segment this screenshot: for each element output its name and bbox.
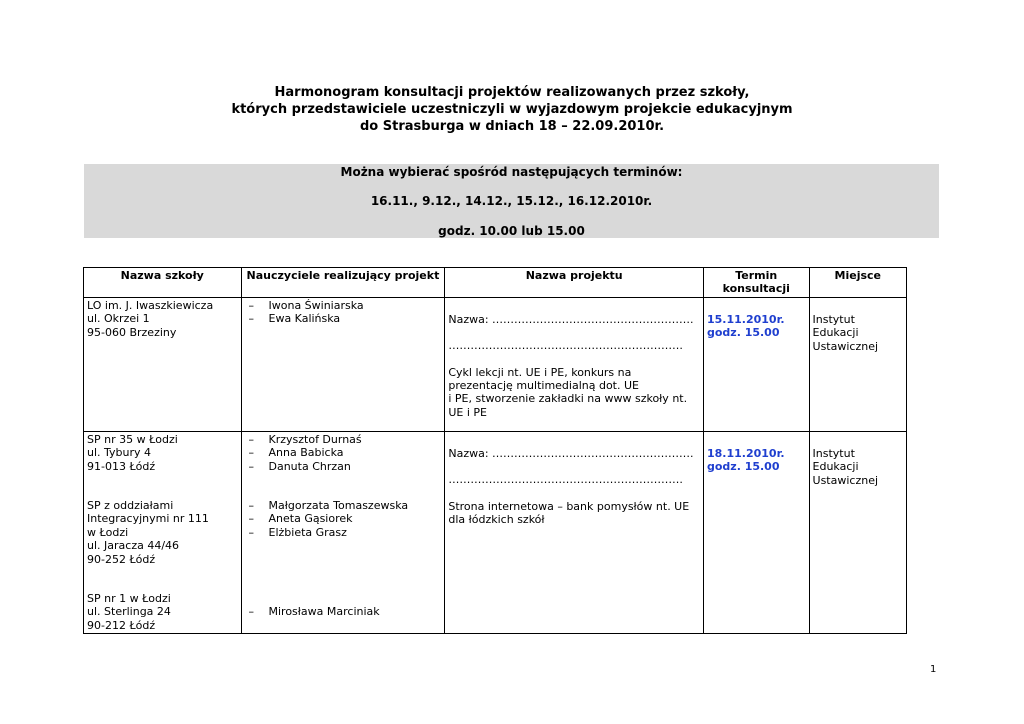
project-cell xyxy=(445,297,704,431)
header-project: Nazwa projektu xyxy=(445,268,704,298)
banner-intro: Można wybierać spośród następujących terminów: xyxy=(340,165,683,179)
school-cell xyxy=(84,431,242,633)
project-description: Strona internetowa – bank pomysłów nt. UE xyxy=(448,499,690,513)
table-row xyxy=(84,431,907,633)
teacher-item: – Danuta Chrzan xyxy=(245,460,442,473)
document-title xyxy=(0,84,1024,135)
school-cell xyxy=(84,297,242,431)
consultation-time: godz. 15.00 xyxy=(706,460,780,474)
project-name-field: Nazwa: ………………………………………………. xyxy=(448,446,694,460)
school-name: w Łodzi xyxy=(87,525,129,539)
project-cell xyxy=(445,431,704,633)
teachers-cell xyxy=(241,431,445,633)
school-city: 90-252 Łódź xyxy=(87,552,156,566)
consultation-date: 15.11.2010r. xyxy=(706,312,785,326)
teacher-item: – Krzysztof Durnaś xyxy=(245,433,442,446)
school-street: ul. Jaracza 44/46 xyxy=(87,539,180,553)
school-city: 95-060 Brzeziny xyxy=(87,325,177,339)
teacher-item: – Elżbieta Grasz xyxy=(245,526,442,539)
school-street: ul. Okrzei 1 xyxy=(87,312,150,326)
place-cell xyxy=(809,431,906,633)
consultation-time: godz. 15.00 xyxy=(706,326,780,340)
page-number: 1 xyxy=(930,664,937,675)
project-name-dots: ………………………………………………………. xyxy=(448,339,683,353)
banner-hours: godz. 10.00 lub 15.00 xyxy=(438,224,585,238)
header-teachers: Nauczyciele realizujący projekt xyxy=(241,268,445,298)
place-line: Edukacji xyxy=(812,460,859,474)
school-name: LO im. J. Iwaszkiewicza xyxy=(87,298,214,312)
project-description: UE i PE xyxy=(448,405,487,419)
header-school: Nazwa szkoły xyxy=(84,268,242,298)
table-header-row xyxy=(84,268,907,298)
title-line-3: do Strasburga w dniach 18 – 22.09.2010r. xyxy=(359,119,665,134)
teacher-item: – Anna Babicka xyxy=(245,446,442,459)
place-cell xyxy=(809,297,906,431)
date-cell xyxy=(703,297,809,431)
teacher-item: – Małgorzata Tomaszewska xyxy=(245,499,442,512)
teacher-item: – Ewa Kalińska xyxy=(245,312,442,325)
place-line: Instytut xyxy=(812,446,855,460)
place-line: Instytut xyxy=(812,312,855,326)
place-line: Edukacji xyxy=(812,326,859,340)
place-line: Ustawicznej xyxy=(812,473,879,487)
consultation-date: 18.11.2010r. xyxy=(706,446,785,460)
school-city: 91-013 Łódź xyxy=(87,459,156,473)
school-street: ul. Tybury 4 xyxy=(87,446,152,460)
school-name: SP nr 35 w Łodzi xyxy=(87,432,178,446)
header-place: Miejsce xyxy=(809,268,906,298)
school-name: Integracyjnymi nr 111 xyxy=(87,512,209,526)
date-cell xyxy=(703,431,809,633)
table-row xyxy=(84,297,907,431)
project-name-field: Nazwa: ………………………………………………. xyxy=(448,312,694,326)
project-name-dots: ………………………………………………………. xyxy=(448,473,683,487)
project-description: dla łódzkich szkół xyxy=(448,513,545,527)
dates-banner xyxy=(84,164,939,238)
school-street: ul. Sterlinga 24 xyxy=(87,605,171,619)
teacher-item: – Mirosława Marciniak xyxy=(245,605,442,618)
banner-dates: 16.11., 9.12., 14.12., 15.12., 16.12.2010r. xyxy=(370,194,653,208)
school-city: 90-212 Łódź xyxy=(87,618,156,632)
project-description: i PE, stworzenie zakładki na www szkoły nt. xyxy=(448,392,688,406)
teachers-cell xyxy=(241,297,445,431)
project-description: prezentację multimedialną dot. UE xyxy=(448,379,639,393)
school-name: SP nr 1 w Łodzi xyxy=(87,592,171,606)
project-description: Cykl lekcji nt. UE i PE, konkurs na xyxy=(448,365,632,379)
teacher-item: – Iwona Świniarska xyxy=(245,299,442,312)
title-line-1: Harmonogram konsultacji projektów realizowanych przez szkoły, xyxy=(274,85,750,100)
school-name: SP z oddziałami xyxy=(87,499,174,513)
schedule-table xyxy=(83,267,907,634)
title-line-2: których przedstawiciele uczestniczyli w wyjazdowym projekcie edukacyjnym xyxy=(231,102,793,117)
teacher-item: – Aneta Gąsiorek xyxy=(245,512,442,525)
place-line: Ustawicznej xyxy=(812,339,879,353)
header-date: Termin konsultacji xyxy=(703,268,809,298)
